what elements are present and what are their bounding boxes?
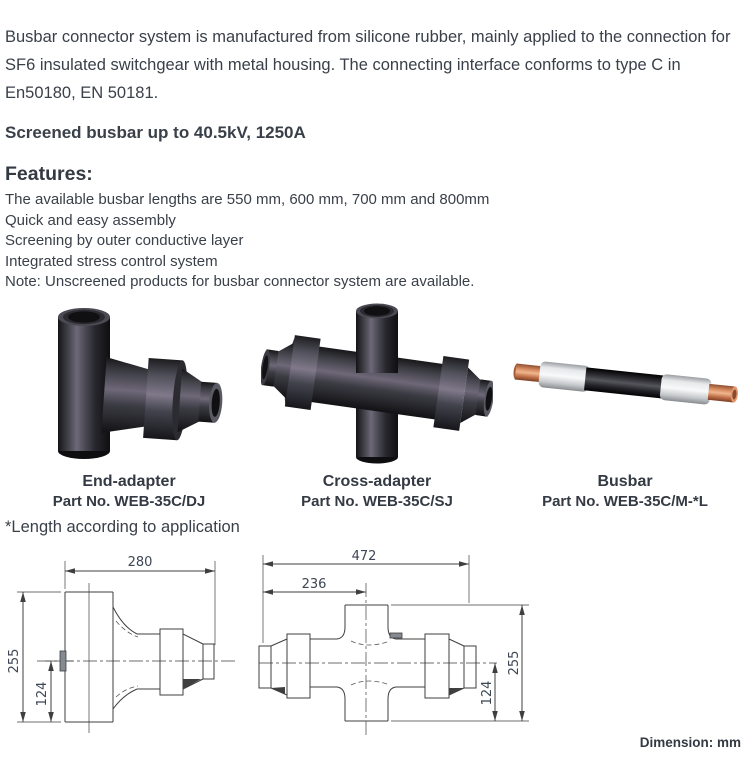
dimension-unit-note: Dimension: mm xyxy=(639,734,741,750)
product-name: Busbar xyxy=(597,472,653,490)
subtitle-rating: Screened busbar up to 40.5kV, 1250A xyxy=(5,123,306,142)
product-cross-adapter xyxy=(253,299,501,510)
technical-drawings xyxy=(7,547,749,747)
busbar-rod xyxy=(512,358,739,407)
fixing-tab xyxy=(390,633,402,638)
busbar-illustration xyxy=(509,299,741,469)
product-part-number: Part No. WEB-35C/DJ xyxy=(52,492,206,510)
cross-adapter-drawing xyxy=(257,547,542,747)
dim-height-label: 255 xyxy=(507,650,522,675)
intro-paragraph: Busbar connector system is manufactured from silicone rubber, mainly applied to the connection for SF6 insulated switchgear with metal housing. The connecting interface conforms to type C in En50180, EN 50181. xyxy=(5,27,731,102)
features-heading: Features: xyxy=(5,163,93,185)
dim-width-label: 280 xyxy=(127,554,153,570)
feature-item: The available busbar lengths are 550 mm, 600 mm, 700 mm and 800mm xyxy=(5,191,490,208)
dim-half-width-label: 236 xyxy=(301,576,327,592)
product-end-adapter xyxy=(5,299,253,510)
dim-inner-height-label: 124 xyxy=(35,681,50,706)
end-adapter-body xyxy=(58,308,224,459)
dim-height-label: 255 xyxy=(7,648,22,673)
length-footnote: *Length according to application xyxy=(5,517,240,536)
product-name: Cross-adapter xyxy=(322,472,432,490)
product-gallery xyxy=(5,299,749,510)
dim-width-label: 472 xyxy=(351,548,377,564)
feature-item: Screening by outer conductive layer xyxy=(5,232,244,249)
dim-inner-height-label: 124 xyxy=(480,680,495,705)
feature-item: Note: Unscreened products for busbar connector system are available. xyxy=(5,273,475,290)
cross-adapter-body xyxy=(261,303,493,463)
datasheet-page xyxy=(5,23,749,750)
product-part-number: Part No. WEB-35C/SJ xyxy=(301,492,453,510)
feature-item: Integrated stress control system xyxy=(5,252,218,270)
product-busbar xyxy=(501,299,749,510)
end-adapter-illustration xyxy=(34,299,224,469)
features-list xyxy=(5,190,749,293)
cross-adapter-illustration xyxy=(261,299,493,469)
fixing-tab xyxy=(60,651,66,671)
product-part-number: Part No. WEB-35C/M-*L xyxy=(542,492,708,510)
end-adapter-drawing xyxy=(7,547,247,747)
feature-item: Quick and easy assembly xyxy=(5,211,176,229)
product-name: End-adapter xyxy=(82,472,176,490)
